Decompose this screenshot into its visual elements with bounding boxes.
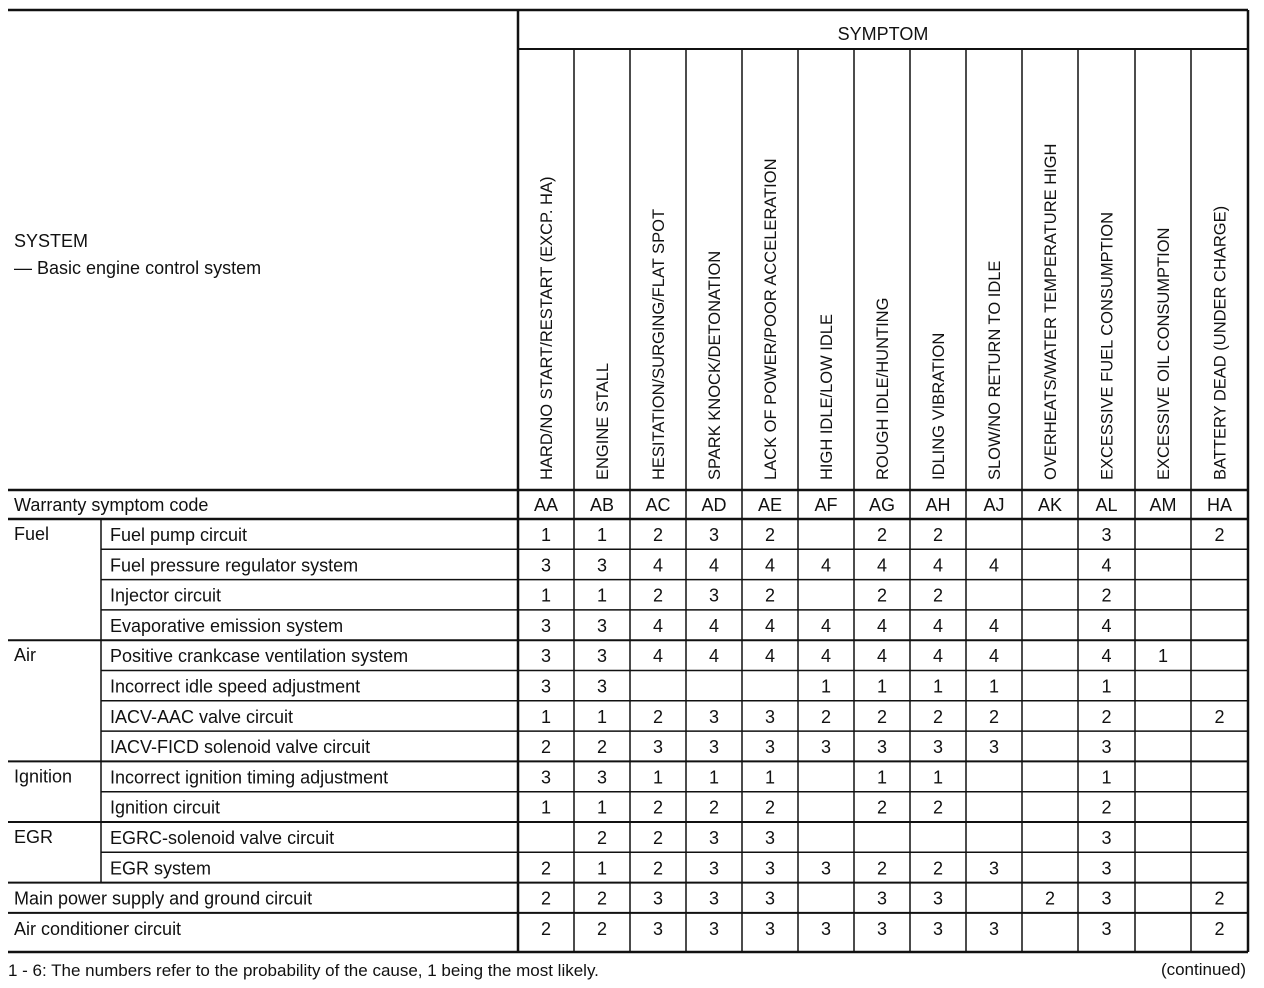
probability-value: 4	[1101, 615, 1112, 636]
symptom-column-headers	[538, 144, 1230, 480]
probability-value: 4	[988, 555, 1000, 576]
probability-value: 4	[932, 646, 944, 667]
table-row	[110, 677, 1112, 697]
probability-value: 3	[1101, 737, 1112, 758]
symptom-column-label: OVERHEATS/WATER TEMPERATURE HIGH	[1042, 143, 1060, 480]
probability-value: 3	[820, 737, 832, 758]
probability-value: 2	[540, 858, 552, 879]
probability-value: 2	[1214, 706, 1225, 727]
table-row	[14, 889, 1225, 909]
probability-value: 4	[652, 555, 664, 576]
row-label: EGRC-solenoid valve circuit	[110, 828, 335, 848]
probability-value: 3	[596, 615, 608, 636]
system-subtitle: — Basic engine control system	[14, 258, 262, 278]
probability-value: 2	[1101, 706, 1112, 727]
symptom-column-label: HARD/NO START/RESTART (EXCP. HA)	[538, 176, 556, 480]
row-label: Incorrect ignition timing adjustment	[110, 767, 389, 788]
row-label: Evaporative emission system	[110, 615, 344, 636]
table-row	[110, 767, 1112, 787]
symptom-column-label: SPARK KNOCK/DETONATION	[706, 250, 724, 480]
symptom-code: AA	[533, 495, 559, 515]
probability-value: 2	[596, 888, 608, 909]
probability-value: 1	[932, 676, 944, 697]
probability-value: 3	[596, 767, 608, 788]
probability-value: 3	[708, 585, 720, 606]
table-row	[110, 798, 1112, 818]
probability-value: 2	[764, 797, 776, 818]
probability-value: 2	[932, 706, 944, 727]
symptom-code: AG	[868, 495, 896, 515]
probability-value: 2	[876, 585, 888, 606]
probability-value: 3	[764, 858, 776, 879]
table-row	[110, 737, 1112, 757]
symptom-column-label: BATTERY DEAD (UNDER CHARGE)	[1211, 205, 1230, 480]
probability-value: 2	[1214, 888, 1225, 909]
probability-value: 2	[596, 737, 608, 758]
probability-value: 3	[988, 918, 1000, 939]
probability-value: 1	[820, 676, 832, 697]
group-name: Ignition	[14, 766, 73, 787]
probability-value: 4	[988, 646, 1000, 667]
probability-value: 3	[1101, 918, 1112, 939]
probability-value: 2	[652, 858, 664, 879]
probability-value: 3	[652, 737, 664, 758]
probability-value: 3	[708, 858, 720, 879]
probability-value: 2	[540, 888, 552, 909]
table-row	[110, 616, 1112, 636]
probability-value: 4	[708, 615, 720, 636]
probability-value: 4	[876, 555, 888, 576]
symptom-code: AD	[701, 495, 727, 515]
symptom-codes	[534, 495, 1232, 515]
probability-value: 1	[596, 797, 608, 818]
probability-value: 3	[932, 918, 944, 939]
symptom-code: AH	[925, 495, 951, 515]
probability-value: 4	[764, 615, 776, 636]
probability-value: 2	[932, 525, 944, 545]
probability-value: 4	[876, 646, 888, 667]
symptom-code: AF	[814, 495, 838, 515]
probability-value: 3	[540, 555, 552, 576]
probability-value: 3	[596, 555, 608, 576]
probability-value: 1	[764, 767, 776, 788]
probability-value: 4	[708, 646, 720, 667]
group-name: Air	[14, 645, 36, 666]
symptom-column-label: HIGH IDLE/LOW IDLE	[818, 314, 836, 480]
row-label: EGR system	[110, 858, 212, 879]
footnote: 1 - 6: The numbers refer to the probability of the cause, 1 being the most likely.	[8, 961, 599, 980]
probability-value: 2	[1101, 797, 1112, 818]
probability-value: 2	[876, 797, 888, 818]
probability-value: 2	[932, 797, 944, 818]
probability-value: 3	[708, 918, 720, 939]
symptom-column-label: LACK OF POWER/POOR ACCELERATION	[762, 158, 780, 480]
symptom-code: AJ	[983, 495, 1005, 515]
symptom-code: AC	[645, 495, 671, 515]
probability-value: 3	[540, 767, 552, 788]
probability-value: 4	[932, 615, 944, 636]
probability-value: 1	[876, 767, 888, 788]
table-row	[14, 919, 1225, 939]
row-label: IACV-AAC valve circuit	[110, 706, 294, 727]
symptom-column-label: SLOW/NO RETURN TO IDLE	[986, 260, 1004, 480]
probability-value: 1	[932, 767, 944, 788]
system-title: SYSTEM	[14, 231, 89, 251]
group-name: EGR	[14, 827, 54, 847]
table-row	[110, 858, 1112, 878]
probability-value: 1	[596, 585, 608, 606]
probability-value: 2	[820, 706, 832, 727]
probability-value: 2	[652, 828, 664, 848]
probability-value: 3	[596, 676, 608, 697]
probability-value: 4	[820, 615, 832, 636]
probability-value: 3	[988, 737, 1000, 758]
probability-value: 1	[988, 676, 1000, 697]
probability-value: 1	[540, 706, 552, 727]
probability-value: 2	[1101, 585, 1112, 606]
probability-value: 2	[764, 585, 776, 606]
probability-value: 2	[708, 797, 720, 818]
probability-value: 3	[1101, 858, 1112, 879]
probability-value: 3	[708, 525, 720, 545]
probability-value: 1	[876, 676, 888, 697]
probability-value: 3	[1101, 888, 1112, 909]
probability-value: 2	[596, 918, 608, 939]
symptom-column-label: ENGINE STALL	[594, 362, 612, 480]
probability-value: 3	[820, 858, 832, 879]
probability-value: 3	[932, 888, 944, 909]
row-label: Fuel pressure regulator system	[110, 555, 359, 576]
probability-value: 3	[876, 888, 888, 909]
symptom-code: AL	[1095, 495, 1118, 515]
symptom-code: AE	[757, 495, 783, 515]
probability-value: 3	[820, 918, 832, 939]
probability-value: 3	[652, 918, 664, 939]
symptom-header: SYMPTOM	[837, 24, 929, 44]
continued-label: (continued)	[1160, 960, 1246, 979]
probability-value: 4	[1101, 555, 1112, 576]
probability-value: 1	[596, 706, 608, 727]
probability-value: 3	[1101, 828, 1112, 848]
probability-value: 2	[932, 858, 944, 879]
symptom-column-label: HESITATION/SURGING/FLAT SPOT	[650, 208, 668, 480]
probability-value: 2	[876, 525, 888, 545]
probability-value: 1	[1101, 767, 1112, 788]
probability-value: 3	[708, 706, 720, 727]
probability-value: 2	[652, 585, 664, 606]
probability-value: 2	[764, 525, 776, 545]
probability-value: 2	[1044, 888, 1056, 909]
symptom-code: AB	[589, 495, 615, 515]
probability-value: 4	[932, 555, 944, 576]
symptom-code: AK	[1037, 495, 1063, 515]
probability-value: 4	[988, 615, 1000, 636]
probability-value: 3	[988, 858, 1000, 879]
probability-value: 1	[708, 767, 720, 788]
symptom-code: HA	[1206, 495, 1233, 515]
warranty-symptom-code-label: Warranty symptom code	[14, 495, 209, 515]
probability-value: 3	[596, 646, 608, 667]
probability-value: 4	[652, 615, 664, 636]
group-name: Fuel	[14, 524, 50, 544]
row-label: Air conditioner circuit	[14, 918, 182, 939]
probability-value: 3	[540, 615, 552, 636]
probability-value: 2	[596, 828, 608, 848]
probability-value: 1	[1157, 646, 1169, 667]
table-row	[110, 555, 1112, 575]
probability-value: 1	[540, 797, 552, 818]
probability-value: 1	[596, 858, 608, 879]
probability-value: 1	[1101, 676, 1112, 697]
probability-value: 2	[876, 858, 888, 879]
probability-value: 4	[1101, 646, 1112, 667]
probability-value: 4	[876, 615, 888, 636]
probability-value: 4	[764, 646, 776, 667]
probability-value: 3	[708, 888, 720, 909]
probability-value: 2	[652, 706, 664, 727]
probability-value: 1	[540, 585, 552, 606]
row-label: Main power supply and ground circuit	[14, 888, 313, 909]
row-label: Fuel pump circuit	[110, 525, 248, 545]
probability-value: 3	[764, 918, 776, 939]
probability-value: 3	[876, 918, 888, 939]
probability-value: 3	[540, 646, 552, 667]
probability-value: 3	[932, 737, 944, 758]
probability-value: 1	[652, 767, 664, 788]
probability-value: 2	[540, 918, 552, 939]
row-label: Positive crankcase ventilation system	[110, 646, 409, 667]
probability-value: 2	[540, 737, 552, 758]
probability-value: 3	[764, 737, 776, 758]
table-row	[110, 525, 1225, 545]
probability-value: 3	[708, 828, 720, 848]
symptom-column-label: EXCESSIVE FUEL CONSUMPTION	[1098, 211, 1117, 480]
probability-value: 2	[652, 797, 664, 818]
probability-value: 2	[932, 585, 944, 606]
probability-value: 4	[820, 555, 832, 576]
table-row	[110, 707, 1225, 727]
probability-value: 3	[764, 828, 776, 848]
table-row	[110, 646, 1168, 666]
probability-value: 3	[1101, 525, 1112, 545]
probability-value: 2	[876, 706, 888, 727]
row-label: IACV-FICD solenoid valve circuit	[110, 737, 371, 758]
probability-value: 3	[876, 737, 888, 758]
probability-value: 3	[652, 888, 664, 909]
probability-value: 4	[820, 646, 832, 667]
probability-value: 4	[708, 555, 720, 576]
symptom-column-label: ROUGH IDLE/HUNTING	[874, 297, 892, 480]
probability-value: 1	[596, 525, 608, 545]
probability-value: 1	[540, 525, 552, 545]
probability-value: 4	[764, 555, 776, 576]
probability-value: 3	[764, 706, 776, 727]
probability-value: 2	[988, 706, 1000, 727]
probability-value: 2	[652, 525, 664, 545]
probability-value: 3	[708, 737, 720, 758]
probability-value: 4	[652, 646, 664, 667]
row-label: Ignition circuit	[110, 797, 221, 818]
probability-value: 3	[764, 888, 776, 909]
probability-value: 2	[1214, 525, 1225, 545]
symptom-column-label: EXCESSIVE OIL CONSUMPTION	[1155, 227, 1173, 480]
row-label: Incorrect idle speed adjustment	[110, 676, 361, 697]
symptom-column-label: IDLING VIBRATION	[930, 332, 948, 480]
row-label: Injector circuit	[110, 585, 222, 606]
probability-value: 2	[1214, 918, 1225, 939]
table-row	[110, 586, 1112, 606]
probability-value: 3	[540, 676, 552, 697]
table-row	[110, 828, 1112, 848]
symptom-code: AM	[1149, 495, 1177, 515]
